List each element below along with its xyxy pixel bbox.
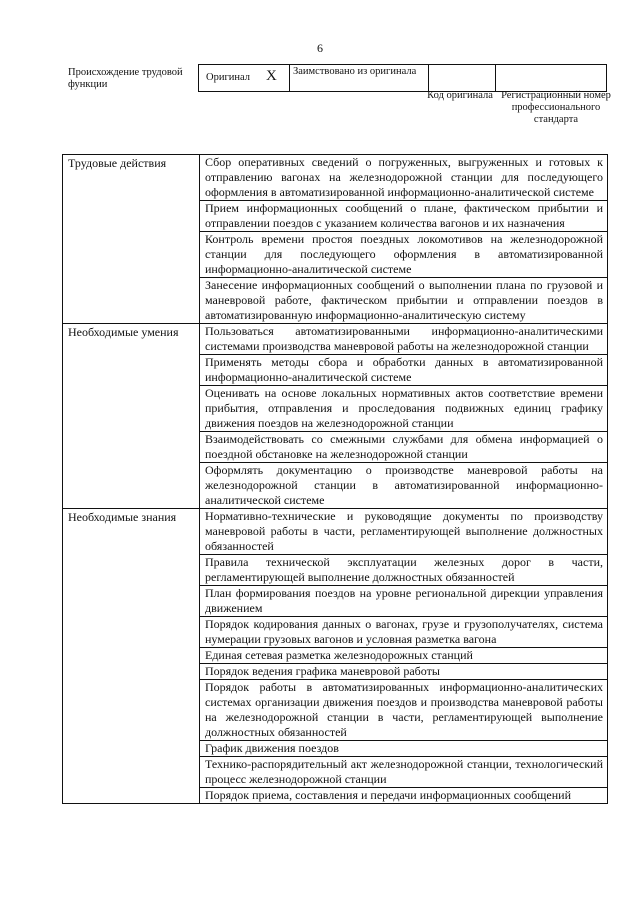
page-number: 6 <box>317 41 323 55</box>
section-title: Трудовые действия <box>63 155 200 324</box>
original-cell <box>199 65 290 92</box>
origin-label: Происхождение трудовой функции <box>68 67 183 90</box>
section-item: Единая сетевая разметка железнодорожных станций <box>200 648 608 664</box>
section-item: Контроль времени простоя поездных локомотивов на железнодорожной станции для последующего оформления в автоматизированной информационно-аналитической системе <box>200 232 608 278</box>
table-row <box>63 324 608 355</box>
section-item: Порядок кодирования данных о вагонах, грузе и грузополучателях, система нумерации грузовых вагонов и условная разметка вагона <box>200 617 608 648</box>
section-item: Порядок приема, составления и передачи информационных сообщений <box>200 788 608 804</box>
reg-number-cell <box>496 65 607 92</box>
section-item: Технико-распорядительный акт железнодорожной станции, технологический процесс железнодорожной станции <box>200 757 608 788</box>
borrowed-cell: Заимствовано из оригинала <box>290 65 429 92</box>
code-caption: Код оригинала <box>427 90 493 101</box>
section-item: Порядок ведения графика маневровой работы <box>200 664 608 680</box>
section-item: План формирования поездов на уровне региональной дирекции управления движением <box>200 586 608 617</box>
section-item: Сбор оперативных сведений о погруженных, выгруженных и готовых к отправлению вагонах на железнодорожной станции для последующего оформления в автоматизированной информационно-аналитической системе <box>200 155 608 201</box>
origin-table <box>198 64 607 92</box>
table-row <box>63 155 608 201</box>
section-item: Нормативно-технические и руководящие документы по производству маневровой работы в части, регламентирующей выполнение должностных обязанностей <box>200 509 608 555</box>
section-item: Занесение информационных сообщений о выполнении плана по грузовой и маневровой работе, фактическом прибытии и отправлении поездов в автоматизированную информационно-аналитическую систему <box>200 278 608 324</box>
original-label: Оригинал <box>206 72 250 83</box>
section-title: Необходимые умения <box>63 324 200 509</box>
section-item: График движения поездов <box>200 741 608 757</box>
table-row <box>63 509 608 555</box>
section-item: Оформлять документацию о производстве маневровой работы на железнодорожной станции в автоматизированной информационно-аналитической системе <box>200 463 608 509</box>
section-item: Порядок работы в автоматизированных информационно-аналитических системах организации движения поездов и производства маневровой работы на железнодорожной станции в части, регламентирующей выполнение должностных обязанностей <box>200 680 608 741</box>
reg-number-caption: Регистрационный номер профессионального стандарта <box>501 90 611 125</box>
original-mark: X <box>266 68 277 84</box>
code-cell <box>429 65 496 92</box>
section-item: Оценивать на основе локальных нормативных актов соответствие времени прибытия, отправления и проследования подвижных единиц графику движения поездов на железнодорожной станции <box>200 386 608 432</box>
section-item: Применять методы сбора и обработки данных в автоматизированной информационно-аналитической системе <box>200 355 608 386</box>
function-table <box>62 154 608 804</box>
section-item: Взаимодействовать со смежными службами для обмена информацией о поездной обстановке на железнодорожной станции <box>200 432 608 463</box>
section-title: Необходимые знания <box>63 509 200 804</box>
section-item: Пользоваться автоматизированными информационно-аналитическими системами производства маневровой работы на железнодорожной станции <box>200 324 608 355</box>
section-item: Прием информационных сообщений о плане, фактическом прибытии и отправлении поездов с указанием количества вагонов и их назначения <box>200 201 608 232</box>
section-item: Правила технической эксплуатации железных дорог в части, регламентирующей выполнение должностных обязанностей <box>200 555 608 586</box>
